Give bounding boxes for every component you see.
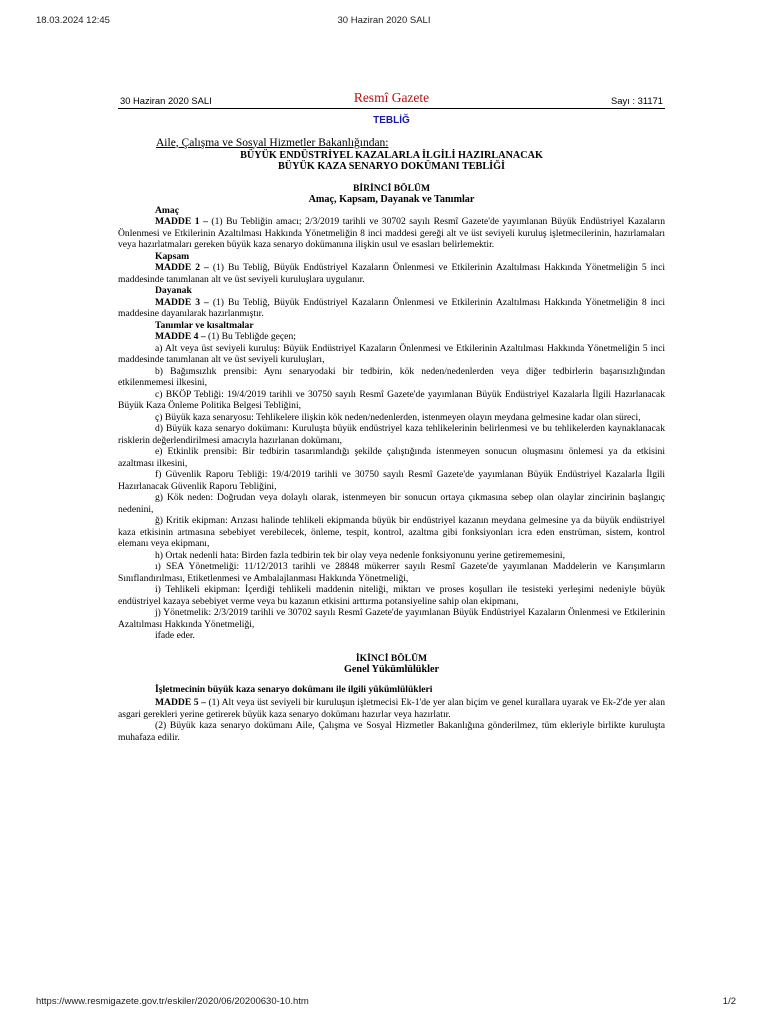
- heading-tanimlar: Tanımlar ve kısaltmalar: [155, 319, 254, 331]
- header-date: 30 Haziran 2020 SALI: [120, 95, 212, 106]
- definition-h: h) Ortak nedenli hata: Birden fazla tedbirin tek bir olay veya nedenle fonksiyonunu yerine getirememesini,: [155, 549, 565, 561]
- article-4-label: MADDE 4 –: [155, 331, 206, 342]
- article-2-label: MADDE 2 –: [155, 262, 209, 273]
- print-title: 30 Haziran 2020 SALI: [337, 15, 431, 26]
- print-page-number: 1/2: [722, 996, 736, 1007]
- article-1-label: MADDE 1 –: [155, 216, 208, 227]
- print-url[interactable]: https://www.resmigazete.gov.tr/eskiler/2020/06/20200630-10.htm: [36, 996, 309, 1007]
- gazette-page: [118, 92, 665, 743]
- definition-i: ı) SEA Yönetmeliği: 11/12/2013 tarihli ve 28848 mükerrer sayılı Resmî Gazete'de yayımlanan Maddelerin ve Karışımların Sınıflandırılması, Etiketlenmesi ve Ambalajlanması Hakkında Yönetmeliği,: [118, 561, 665, 584]
- definition-ii: i) Tehlikeli ekipman: İçerdiği tehlikeli maddenin niteliği, miktarı ve proses koşulları ile tesisteki yerleşimi nedeniyle büyük endüstriyel kazaya sebebiyet verme veya bu kazanın etkisini arttırma potansiyeline sahip olan ekipmanı,: [118, 584, 665, 607]
- definition-a: a) Alt veya üst seviyeli kuruluş: Büyük Endüstriyel Kazaların Önlenmesi ve Etkilerinin Azaltılması Hakkında Yönetmeliğin 5 inci maddesinde tanımlanan alt ve üst seviyeli kuruluşları,: [118, 342, 665, 365]
- part2-subheading: Genel Yükümlülükler: [343, 663, 439, 675]
- gazette-title: Resmî Gazete: [353, 90, 430, 105]
- article-5-label: MADDE 5 –: [155, 697, 206, 708]
- issue-number: Sayı : 31171: [611, 95, 663, 106]
- definition-gg: ğ) Kritik ekipman: Arızası halinde tehlikeli ekipmanda büyük bir endüstriyel kazanın meydana gelmesine ya da büyük endüstriyel kaza etkisinin artmasına sebebiyet verebilecek, önleme, tespit, kontrol, azaltma gibi fonksiyonları icra eden enstrüman, sistem, kontrol elemanı veya ekipmanı,: [118, 515, 665, 549]
- article-5-paragraph-2: (2) Büyük kaza senaryo dokümanı Aile, Çalışma ve Sosyal Hizmetler Bakanlığına gönderilmez, tüm ekleriyle birlikte kuruluşta muhafaza edilir.: [118, 720, 665, 743]
- part2-heading: İKİNCİ BÖLÜM: [355, 652, 428, 664]
- definition-b: b) Bağımsızlık prensibi: Aynı senaryodaki bir tedbirin, kök neden/nedenlerden veya diğer tedbirlerin başarısızlığından etkilenmemesi ilkesini,: [118, 365, 665, 388]
- definition-f: f) Güvenlik Raporu Tebliği: 19/4/2019 tarihli ve 30750 sayılı Resmî Gazete'de yayımlanan Büyük Endüstriyel Kazalarla İlgili Hazırlanacak Güvenlik Raporu Tebliğini,: [118, 469, 665, 492]
- definitions-end: ifade eder.: [155, 630, 195, 641]
- heading-dayanak: Dayanak: [155, 285, 192, 296]
- doc-title-line-1: BÜYÜK ENDÜSTRİYEL KAZALARLA İLGİLİ HAZIRLANACAK: [240, 149, 543, 161]
- definition-d: d) Büyük kaza senaryo dokümanı: Kuruluşta büyük endüstriyel kaza tehlikelerinin belirlenmesi ve bu tehlikelerden kaynaklanacak risklerin değerlendirilmesi amacıyla hazırlanan dokümanı,: [118, 423, 665, 446]
- doc-title-line-2: BÜYÜK KAZA SENARYO DOKÜMANI TEBLİĞİ: [277, 160, 505, 172]
- print-datetime: 18.03.2024 12:45: [36, 15, 110, 26]
- article-1: [118, 216, 665, 251]
- heading-kapsam: Kapsam: [155, 250, 190, 262]
- article-1-text: (1) Bu Tebliğin amacı; 2/3/2019 tarihli ve 30702 sayılı Resmî Gazete'de yayımlanan Büyük Endüstriyel Kazaların Önlenmesi ve Etkilerinin Azaltılması Hakkında Yönetmeliğin 8 inci maddesi gereği alt ve üst seviyeli kuruluş işletmecilerinin, hazırlamaları veya hazırlatmaları gereken büyük kaza senaryo dokümanına ilişkin usul ve esasları belirlemektir.: [118, 216, 665, 250]
- article-4: [118, 331, 665, 343]
- section-label: TEBLİĞ: [373, 115, 410, 126]
- article-4-text: (1) Bu Tebliğde geçen;: [205, 331, 296, 342]
- part1-subheading: Amaç, Kapsam, Dayanak ve Tanımlar: [308, 193, 475, 205]
- definition-c: c) BKÖP Tebliği: 19/4/2019 tarihli ve 30750 sayılı Resmî Gazete'de yayımlanan Büyük Endüstriyel Kazalarla İlgili Hazırlanacak Büyük Kaza Önleme Politika Belgesi Tebliğini,: [118, 388, 665, 411]
- part1-heading: BİRİNCİ BÖLÜM: [352, 182, 431, 194]
- article-3-text: (1) Bu Tebliğ, Büyük Endüstriyel Kazaların Önlenmesi ve Etkilerinin Azaltılması Hakkında Yönetmeliğin 8 inci maddesine dayanılarak hazırlanmıştır.: [118, 296, 665, 319]
- heading-operator-obligations: İşletmecinin büyük kaza senaryo dokümanı ile ilgili yükümlülükleri: [155, 683, 433, 695]
- definition-g: g) Kök neden: Doğrudan veya dolaylı olarak, istenmeyen bir sonucun ortaya çıkmasına sebep olan olaylar zincirinin başlangıç nedenini,: [118, 492, 665, 515]
- article-2-text: (1) Bu Tebliğ, Büyük Endüstriyel Kazaların Önlenmesi ve Etkilerinin Azaltılması Hakkında Yönetmeliğin 5 inci maddesinde tanımlanan alt ve üst seviyeli kuruluşlara uygulanır.: [118, 262, 665, 285]
- gazette-header: [118, 92, 665, 109]
- definition-cc: ç) Büyük kaza senaryosu: Tehlikelere ilişkin kök neden/nedenlerden, istenmeyen olayın meydana gelmesine kadar olan süreci,: [155, 411, 641, 423]
- heading-amac: Amaç: [155, 204, 179, 216]
- ministry-line: Aile, Çalışma ve Sosyal Hizmetler Bakanlığından:: [156, 136, 389, 149]
- definition-j: j) Yönetmelik: 2/3/2019 tarihli ve 30702 sayılı Resmî Gazete'de yayımlanan Büyük Endüstriyel Kazaların Önlenmesi ve Etkilerinin Azaltılması Hakkında Yönetmeliği,: [118, 607, 665, 630]
- article-5: [118, 697, 665, 720]
- article-3-label: MADDE 3 –: [155, 296, 209, 308]
- article-5-text: (1) Alt veya üst seviyeli bir kuruluşun işletmecisi Ek-1'de yer alan biçim ve genel kurallara uyarak ve Ek-2'de yer alan asgari gerekleri yerine getirerek büyük kaza senaryo dokümanı hazırlar veya hazırlatır.: [118, 697, 665, 720]
- definition-e: e) Etkinlik prensibi: Bir tedbirin tasarımlandığı şekilde çalıştığında istenmeyen sonucun oluşmasını önlemesi ya da etkisini azaltması ilkesini,: [118, 446, 665, 469]
- article-2: [118, 262, 665, 285]
- article-3: [118, 297, 665, 320]
